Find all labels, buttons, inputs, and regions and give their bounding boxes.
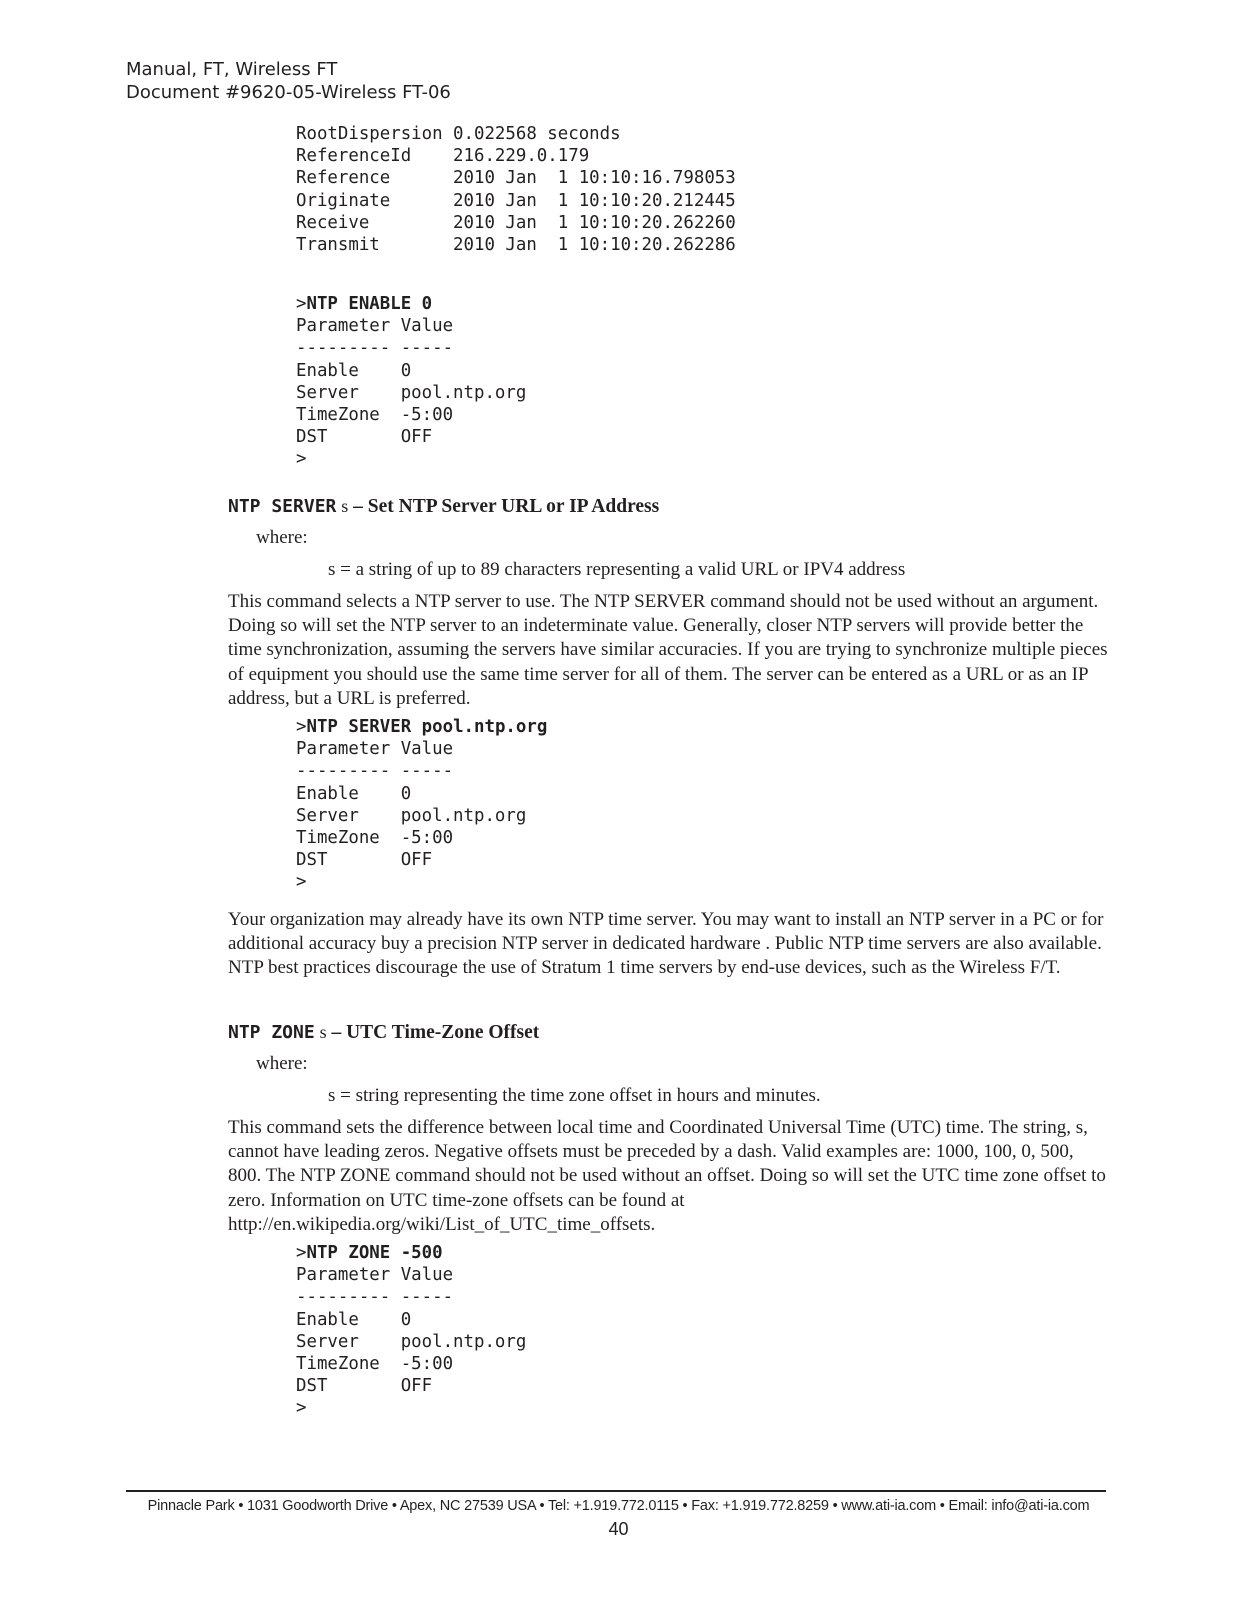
code-line: --------- ----- bbox=[296, 761, 454, 782]
code-line: Enable 0 bbox=[296, 1309, 412, 1330]
ntp-server-example bbox=[296, 716, 547, 894]
code-line: Originate 2010 Jan 1 10:10:20.212445 bbox=[296, 190, 736, 211]
code-line: > bbox=[296, 1398, 307, 1419]
code-line: DST OFF bbox=[296, 427, 433, 448]
footer-divider bbox=[126, 1490, 1106, 1492]
command-line bbox=[296, 293, 526, 315]
document-title: Manual, FT, Wireless FT bbox=[126, 59, 338, 80]
code-line: TimeZone -5:00 bbox=[296, 1354, 454, 1375]
command-text: NTP SERVER pool.ntp.org bbox=[306, 717, 548, 737]
code-line: RootDispersion 0.022568 seconds bbox=[296, 124, 621, 144]
command-line bbox=[296, 716, 547, 738]
command-text: NTP ENABLE 0 bbox=[306, 294, 433, 314]
command-text: NTP ZONE -500 bbox=[306, 1243, 443, 1263]
prompt: > bbox=[296, 717, 307, 737]
ntp-enable-example bbox=[296, 293, 526, 471]
code-line: Server pool.ntp.org bbox=[296, 382, 527, 403]
code-line: TimeZone -5:00 bbox=[296, 405, 454, 426]
heading-arg: s bbox=[319, 1022, 327, 1042]
description-paragraph: This command sets the difference between local time and Coordinated Universal Time (UTC) time. The string, s, cannot have leading zeros. Negative offsets must be preceded by a dash. Valid examples are: 1000, 100, 0, 500, 800. The NTP ZONE command should not be used without an offset. Doing so will set the UTC time zone offset to zero. Information on UTC time-zone offsets can be found at http://en.wikipedia.org/wiki/List_of_UTC_time_offsets. bbox=[228, 1117, 1106, 1235]
command-line bbox=[296, 1242, 526, 1264]
argument-definition: s = a string of up to 89 characters representing a valid URL or IPV4 address bbox=[328, 559, 906, 580]
code-line: Server pool.ntp.org bbox=[296, 1331, 527, 1352]
code-line: > bbox=[296, 449, 307, 470]
code-line: Reference 2010 Jan 1 10:10:16.798053 bbox=[296, 168, 736, 189]
code-line: Server pool.ntp.org bbox=[296, 805, 527, 826]
heading-arg: s bbox=[341, 496, 349, 516]
document-number: Document #9620-05-Wireless FT-06 bbox=[126, 82, 451, 103]
heading-title: – UTC Time-Zone Offset bbox=[331, 1022, 540, 1043]
code-line: Receive 2010 Jan 1 10:10:20.262260 bbox=[296, 212, 736, 233]
footer-address: Pinnacle Park • 1031 Goodworth Drive • Apex, NC 27539 USA • Tel: +1.919.772.0115 • Fax: +1.919.772.8259 • www.ati-ia.com • Email: info@ati-ia.com bbox=[147, 1498, 1090, 1514]
where-label: where: bbox=[256, 1053, 308, 1074]
code-line: > bbox=[296, 872, 307, 893]
code-line: DST OFF bbox=[296, 1376, 433, 1397]
prompt: > bbox=[296, 294, 307, 314]
code-line: Enable 0 bbox=[296, 783, 412, 804]
ntp-server-heading bbox=[228, 496, 659, 518]
heading-command: NTP SERVER bbox=[228, 496, 337, 517]
description-paragraph: This command selects a NTP server to use. The NTP SERVER command should not be used without an argument. Doing so will set the NTP server to an indeterminate value. Generally, closer NTP servers will provide better the time synchronization, assuming the servers have similar accuracies. If you are trying to synchronize multiple pieces of equipment you should use the same time server for all of them. The server can be entered as a URL or as an IP address, but a URL is preferred. bbox=[228, 591, 1108, 709]
prompt: > bbox=[296, 1243, 307, 1263]
code-line: TimeZone -5:00 bbox=[296, 828, 454, 849]
page-number: 40 bbox=[608, 1519, 629, 1539]
code-line: Parameter Value bbox=[296, 1265, 454, 1286]
code-line: Parameter Value bbox=[296, 316, 454, 337]
heading-command: NTP ZONE bbox=[228, 1022, 315, 1043]
code-line: Enable 0 bbox=[296, 360, 412, 381]
code-line: --------- ----- bbox=[296, 1287, 454, 1308]
code-line: --------- ----- bbox=[296, 338, 454, 359]
code-line: DST OFF bbox=[296, 850, 433, 871]
heading-title: – Set NTP Server URL or IP Address bbox=[353, 496, 660, 517]
ntp-zone-heading bbox=[228, 1022, 539, 1044]
ntp-zone-example bbox=[296, 1242, 526, 1420]
description-paragraph: Your organization may already have its own NTP time server. You may want to install an NTP server in a PC or for additional accuracy buy a precision NTP server in dedicated hardware . Public NTP time servers are also available. NTP best practices discourage the use of Stratum 1 time servers by end-use devices, such as the Wireless F/T. bbox=[228, 909, 1104, 979]
code-line: Parameter Value bbox=[296, 739, 454, 760]
where-label: where: bbox=[256, 527, 308, 548]
code-line: Transmit 2010 Jan 1 10:10:20.262286 bbox=[296, 235, 736, 256]
argument-definition: s = string representing the time zone offset in hours and minutes. bbox=[328, 1085, 821, 1106]
ntp-status-output bbox=[296, 123, 736, 256]
code-line: ReferenceId 216.229.0.179 bbox=[296, 146, 590, 167]
